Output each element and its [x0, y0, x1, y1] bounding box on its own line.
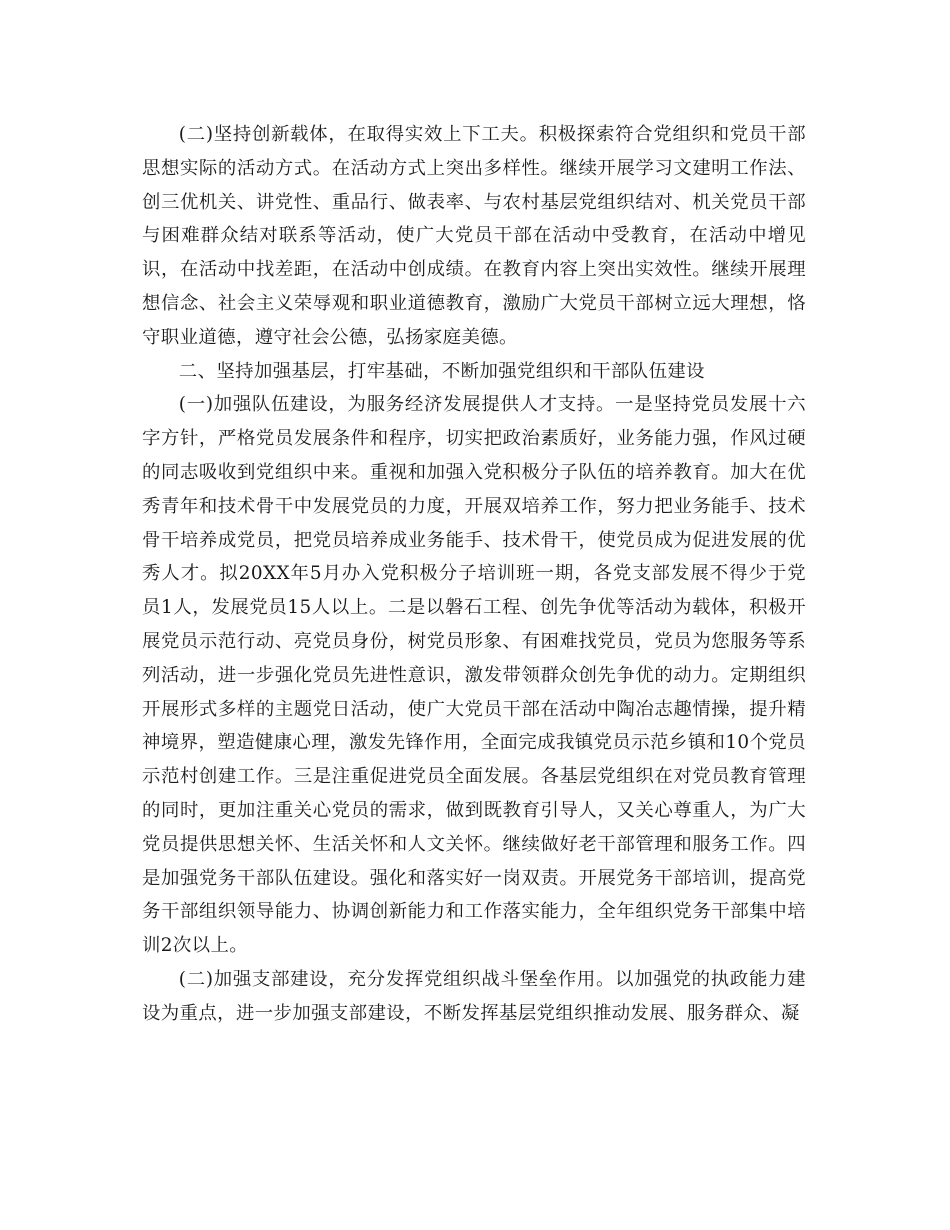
paragraph-branch-building: (二)加强支部建设，充分发挥党组织战斗堡垒作用。以加强党的执政能力建设为重点，进一步加强支部建设，不断发挥基层党组织推动发展、服务群众、凝 [142, 968, 806, 1024]
paragraph-team-building: (一)加强队伍建设，为服务经济发展提供人才支持。一是坚持党员发展十六字方针，严格党员发展条件和程序，切实把政治素质好，业务能力强，作风过硬的同志吸收到党组织中来。重视和加强入党积极分子队伍的培养教育。加大在优秀青年和技术骨干中发展党员的力度，开展双培养工作，努力把业务能手、技术骨干培养成党员，把党员培养成业务能手、技术骨干，使党员成为促进发展的优秀人才。拟20XX年5月办入党积极分子培训班一期，各党支部发展不得少于党员1人，发展党员15人以上。二是以磐石工程、创先争优等活动为载体，积极开展党员示范行动、亮党员身份，树党员形象、有困难找党员，党员为您服务等系列活动，进一步强化党员先进性意识，激发带领群众创先争优的动力。定期组织开展形式多样的主题党日活动，使广大党员干部在活动中陶冶志趣情操，提升精神境界，塑造健康心理，激发先锋作用，全面完成我镇党员示范乡镇和10个党员示范村创建工作。三是注重促进党员全面发展。各基层党组织在对党员教育管理的同时，更加注重关心党员的需求，做到既教育引导人，又关心尊重人，为广大党员提供思想关怀、生活关怀和人文关怀。继续做好老干部管理和服务工作。四是加强党务干部队伍建设。强化和落实好一岗双责。开展党务干部培训，提高党务干部组织领导能力、协调创新能力和工作落实能力，全年组织党务干部集中培训2次以上。 [142, 394, 806, 957]
document-page [142, 118, 806, 1031]
paragraph-innovation-carrier: (二)坚持创新载体，在取得实效上下工夫。积极探索符合党组织和党员干部思想实际的活动方式。在活动方式上突出多样性。继续开展学习文建明工作法、创三优机关、讲党性、重品行、做表率、与农村基层党组织结对、机关党员干部与困难群众结对联系等活动，使广大党员干部在活动中受教育，在活动中增见识，在活动中找差距，在活动中创成绩。在教育内容上突出实效性。继续开展理想信念、社会主义荣辱观和职业道德教育，激励广大党员干部树立远大理想，恪守职业道德，遵守社会公德，弘扬家庭美德。 [142, 124, 806, 348]
section-heading-grassroots: 二、坚持加强基层，打牢基础，不断加强党组织和干部队伍建设 [178, 360, 705, 382]
